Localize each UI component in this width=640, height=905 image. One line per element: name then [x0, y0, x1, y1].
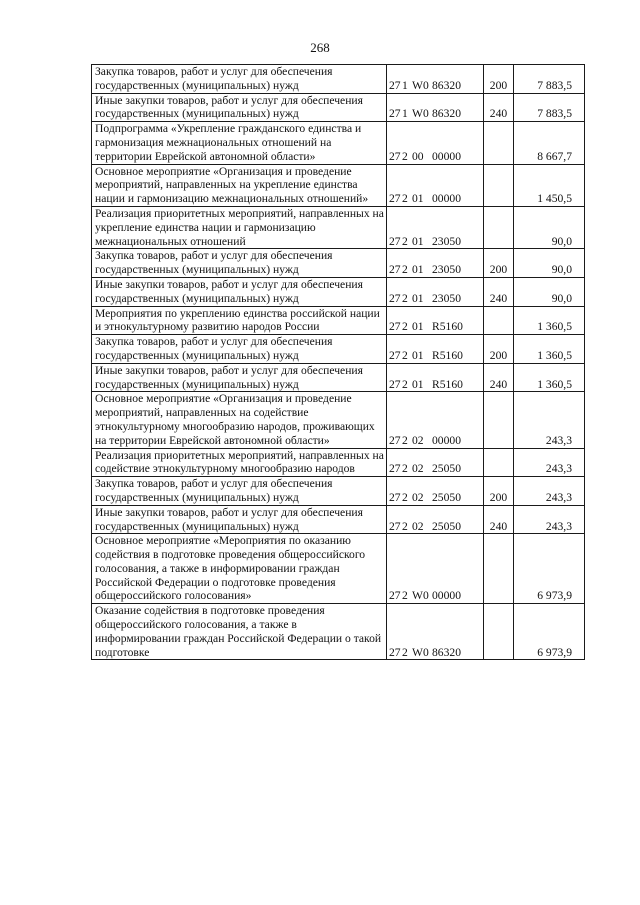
target-article-code — [387, 164, 484, 206]
target-article-code — [387, 448, 484, 477]
program-code: 27 — [389, 519, 401, 533]
target-article-code — [387, 335, 484, 364]
expense-type-code: 200 — [484, 65, 514, 94]
expense-type-code: 240 — [484, 363, 514, 392]
direction-code: 00000 — [432, 192, 461, 206]
row-name: Иные закупки товаров, работ и услуг для обеспечения государственных (муниципальных) нужд — [92, 277, 387, 306]
row-sum: 90,0 — [514, 249, 585, 278]
program-code: 27 — [389, 234, 401, 248]
subprogram-code: 2 — [402, 433, 408, 447]
direction-code: 86320 — [432, 78, 461, 92]
program-code: 27 — [389, 263, 401, 277]
page-number: 268 — [310, 40, 330, 55]
direction-code: 00000 — [432, 149, 461, 163]
expense-type-code: 200 — [484, 335, 514, 364]
activity-code: 02 — [412, 490, 424, 504]
row-name: Иные закупки товаров, работ и услуг для обеспечения государственных (муниципальных) нужд — [92, 93, 387, 122]
row-sum: 243,3 — [514, 477, 585, 506]
row-sum: 7 883,5 — [514, 93, 585, 122]
table-row — [92, 65, 585, 94]
expense-type-code — [484, 448, 514, 477]
program-code: 27 — [389, 291, 401, 305]
expense-type-code: 240 — [484, 93, 514, 122]
target-article-code — [387, 392, 484, 448]
target-article-code — [387, 363, 484, 392]
direction-code: 86320 — [432, 645, 461, 659]
target-article-code — [387, 277, 484, 306]
subprogram-code: 2 — [402, 377, 408, 391]
subprogram-code: 2 — [402, 192, 408, 206]
table-row — [92, 164, 585, 206]
subprogram-code: 2 — [402, 234, 408, 248]
table-row — [92, 534, 585, 604]
target-article-code — [387, 206, 484, 248]
program-code: 27 — [389, 192, 401, 206]
table-row — [92, 122, 585, 164]
target-article-code — [387, 505, 484, 534]
program-code: 27 — [389, 107, 401, 121]
activity-code: 01 — [412, 377, 424, 391]
target-article-code — [387, 604, 484, 660]
row-name: Основное мероприятие «Организация и проведение мероприятий, направленных на содействие этнокультурному многообразию народов, проживающих на территории Еврейской автономной области» — [92, 392, 387, 448]
activity-code: 01 — [412, 291, 424, 305]
target-article-code — [387, 65, 484, 94]
budget-table — [91, 64, 585, 660]
direction-code: 00000 — [432, 589, 461, 603]
expense-type-code: 200 — [484, 249, 514, 278]
subprogram-code: 1 — [402, 107, 408, 121]
row-sum: 243,3 — [514, 505, 585, 534]
row-name: Закупка товаров, работ и услуг для обеспечения государственных (муниципальных) нужд — [92, 249, 387, 278]
table-row — [92, 93, 585, 122]
table-row — [92, 206, 585, 248]
row-name: Реализация приоритетных мероприятий, направленных на укрепление единства нации и гармонизацию межнациональных отношений — [92, 206, 387, 248]
activity-code: 01 — [412, 234, 424, 248]
activity-code: 01 — [412, 192, 424, 206]
target-article-code — [387, 534, 484, 604]
expense-type-code: 240 — [484, 277, 514, 306]
row-name: Реализация приоритетных мероприятий, направленных на содействие этнокультурному многообразию народов — [92, 448, 387, 477]
expense-type-code — [484, 206, 514, 248]
target-article-code — [387, 122, 484, 164]
row-sum: 243,3 — [514, 448, 585, 477]
direction-code: 25050 — [432, 519, 461, 533]
row-sum: 6 973,9 — [514, 534, 585, 604]
table-row — [92, 477, 585, 506]
expense-type-code: 200 — [484, 477, 514, 506]
direction-code: R5160 — [432, 377, 463, 391]
direction-code: R5160 — [432, 348, 463, 362]
row-sum: 90,0 — [514, 277, 585, 306]
direction-code: 23050 — [432, 263, 461, 277]
expense-type-code — [484, 122, 514, 164]
direction-code: 86320 — [432, 107, 461, 121]
subprogram-code: 2 — [402, 291, 408, 305]
activity-code: W0 — [412, 78, 429, 92]
subprogram-code: 2 — [402, 519, 408, 533]
table-row — [92, 505, 585, 534]
row-sum: 7 883,5 — [514, 65, 585, 94]
row-sum: 1 360,5 — [514, 363, 585, 392]
activity-code: 01 — [412, 263, 424, 277]
program-code: 27 — [389, 462, 401, 476]
row-name: Основное мероприятие «Мероприятия по оказанию содействия в подготовке проведения общероссийского голосования, а также в информировании граждан Российской Федерации о подготовке проведения общероссийского голосования» — [92, 534, 387, 604]
program-code: 27 — [389, 433, 401, 447]
row-name: Основное мероприятие «Организация и проведение мероприятий, направленных на укрепление единства нации и гармонизацию межнациональных отношений» — [92, 164, 387, 206]
subprogram-code: 2 — [402, 645, 408, 659]
row-name: Закупка товаров, работ и услуг для обеспечения государственных (муниципальных) нужд — [92, 65, 387, 94]
subprogram-code: 2 — [402, 589, 408, 603]
expense-type-code — [484, 534, 514, 604]
activity-code: 02 — [412, 462, 424, 476]
activity-code: 00 — [412, 149, 424, 163]
row-sum: 6 973,9 — [514, 604, 585, 660]
row-name: Иные закупки товаров, работ и услуг для обеспечения государственных (муниципальных) нужд — [92, 363, 387, 392]
target-article-code — [387, 306, 484, 335]
table-row — [92, 306, 585, 335]
activity-code: W0 — [412, 107, 429, 121]
expense-type-code — [484, 164, 514, 206]
row-name: Оказание содействия в подготовке проведения общероссийского голосования, а также в информировании граждан Российской Федерации о такой подготовке — [92, 604, 387, 660]
row-name: Подпрограмма «Укрепление гражданского единства и гармонизация межнациональных отношений на территории Еврейской автономной области» — [92, 122, 387, 164]
subprogram-code: 2 — [402, 348, 408, 362]
expense-type-code: 240 — [484, 505, 514, 534]
row-sum: 90,0 — [514, 206, 585, 248]
direction-code: R5160 — [432, 320, 463, 334]
target-article-code — [387, 477, 484, 506]
direction-code: 00000 — [432, 433, 461, 447]
program-code: 27 — [389, 589, 401, 603]
program-code: 27 — [389, 645, 401, 659]
target-article-code — [387, 93, 484, 122]
row-sum: 1 360,5 — [514, 335, 585, 364]
row-name: Закупка товаров, работ и услуг для обеспечения государственных (муниципальных) нужд — [92, 335, 387, 364]
subprogram-code: 2 — [402, 490, 408, 504]
program-code: 27 — [389, 348, 401, 362]
row-name: Иные закупки товаров, работ и услуг для обеспечения государственных (муниципальных) нужд — [92, 505, 387, 534]
activity-code: 01 — [412, 348, 424, 362]
table-row — [92, 249, 585, 278]
expense-type-code — [484, 604, 514, 660]
direction-code: 23050 — [432, 234, 461, 248]
activity-code: W0 — [412, 589, 429, 603]
row-sum: 243,3 — [514, 392, 585, 448]
table-row — [92, 604, 585, 660]
table-row — [92, 448, 585, 477]
activity-code: 02 — [412, 519, 424, 533]
table-row — [92, 392, 585, 448]
direction-code: 25050 — [432, 462, 461, 476]
budget-table-body — [92, 65, 585, 660]
program-code: 27 — [389, 490, 401, 504]
direction-code: 25050 — [432, 490, 461, 504]
table-row — [92, 277, 585, 306]
table-row — [92, 363, 585, 392]
subprogram-code: 2 — [402, 263, 408, 277]
subprogram-code: 2 — [402, 320, 408, 334]
row-name: Закупка товаров, работ и услуг для обеспечения государственных (муниципальных) нужд — [92, 477, 387, 506]
subprogram-code: 1 — [402, 78, 408, 92]
program-code: 27 — [389, 320, 401, 334]
activity-code: 02 — [412, 433, 424, 447]
activity-code: W0 — [412, 645, 429, 659]
program-code: 27 — [389, 149, 401, 163]
row-sum: 1 360,5 — [514, 306, 585, 335]
expense-type-code — [484, 306, 514, 335]
program-code: 27 — [389, 377, 401, 391]
table-row — [92, 335, 585, 364]
direction-code: 23050 — [432, 291, 461, 305]
subprogram-code: 2 — [402, 149, 408, 163]
row-sum: 1 450,5 — [514, 164, 585, 206]
expense-type-code — [484, 392, 514, 448]
row-sum: 8 667,7 — [514, 122, 585, 164]
target-article-code — [387, 249, 484, 278]
row-name: Мероприятия по укреплению единства российской нации и этнокультурному развитию народов России — [92, 306, 387, 335]
program-code: 27 — [389, 78, 401, 92]
subprogram-code: 2 — [402, 462, 408, 476]
activity-code: 01 — [412, 320, 424, 334]
